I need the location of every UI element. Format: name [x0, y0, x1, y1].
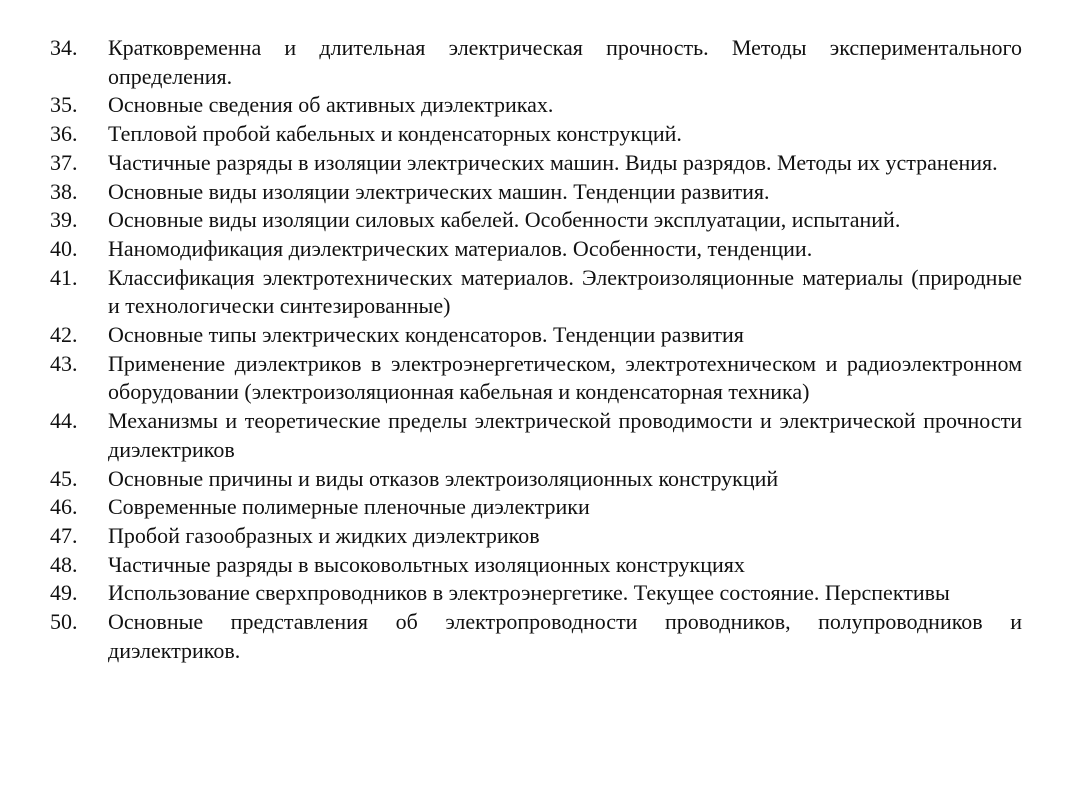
list-item	[50, 350, 1022, 407]
item-number: 40.	[50, 235, 78, 261]
item-number: 37.	[50, 149, 78, 175]
item-number: 48.	[50, 551, 78, 577]
question-list	[50, 34, 1022, 665]
list-item	[50, 206, 1022, 235]
item-text: Пробой газообразных и жидких диэлектриков	[108, 522, 540, 548]
item-text: Наномодификация диэлектрических материалов. Особенности, тенденции.	[108, 235, 813, 261]
item-number: 36.	[50, 121, 78, 147]
item-number: 35.	[50, 92, 78, 118]
item-text: Частичные разряды в высоковольтных изоляционных конструкциях	[108, 551, 745, 577]
list-item	[50, 321, 1022, 350]
item-text: Основные представления об электропроводности проводников, полупроводников и диэлектриков.	[108, 609, 1022, 663]
item-text: Механизмы и теоретические пределы электрической проводимости и электрической прочности диэлектриков	[108, 408, 1022, 462]
item-number: 41.	[50, 264, 78, 290]
item-text: Основные виды изоляции электрических машин. Тенденции развития.	[108, 178, 770, 204]
item-number: 34.	[50, 35, 78, 60]
list-item	[50, 120, 1022, 149]
item-text: Современные полимерные пленочные диэлектрики	[108, 494, 590, 520]
item-text: Кратковременна и длительная электрическая прочность. Методы экспериментального определения.	[108, 35, 1022, 89]
item-number: 39.	[50, 207, 78, 233]
item-number: 49.	[50, 580, 78, 606]
list-item	[50, 34, 1022, 91]
item-text: Частичные разряды в изоляции электрических машин. Виды разрядов. Методы их устранения.	[108, 149, 998, 175]
item-text: Использование сверхпроводников в электроэнергетике. Текущее состояние. Перспективы	[108, 580, 950, 606]
item-text: Основные причины и виды отказов электроизоляционных конструкций	[108, 465, 779, 491]
item-text: Применение диэлектриков в электроэнергетическом, электротехническом и радиоэлектронном оборудовании (электроизоляционная кабельная и конденсаторная техника)	[108, 350, 1022, 405]
item-number: 47.	[50, 522, 78, 548]
list-item	[50, 149, 1022, 178]
item-number: 38.	[50, 178, 78, 204]
list-item	[50, 235, 1022, 264]
item-number: 42.	[50, 322, 78, 348]
list-item	[50, 91, 1022, 120]
item-number: 46.	[50, 494, 78, 520]
item-text: Основные виды изоляции силовых кабелей. Особенности эксплуатации, испытаний.	[108, 207, 901, 233]
list-item	[50, 493, 1022, 522]
item-number: 45.	[50, 465, 78, 491]
list-item	[50, 522, 1022, 551]
list-item	[50, 465, 1022, 494]
list-item	[50, 579, 1022, 608]
item-text: Основные сведения об активных диэлектриках.	[108, 92, 554, 118]
list-item	[50, 264, 1022, 321]
item-text: Основные типы электрических конденсаторов. Тенденции развития	[108, 322, 744, 348]
item-number: 43.	[50, 350, 78, 376]
list-item	[50, 608, 1022, 665]
list-item	[50, 407, 1022, 464]
list-item	[50, 551, 1022, 580]
item-number: 50.	[50, 609, 78, 635]
item-text: Классификация электротехнических материалов. Электроизоляционные материалы (природные и технологически синтезированные)	[108, 264, 1022, 319]
item-number: 44.	[50, 408, 78, 434]
item-text: Тепловой пробой кабельных и конденсаторных конструкций.	[108, 121, 682, 147]
list-item	[50, 178, 1022, 207]
